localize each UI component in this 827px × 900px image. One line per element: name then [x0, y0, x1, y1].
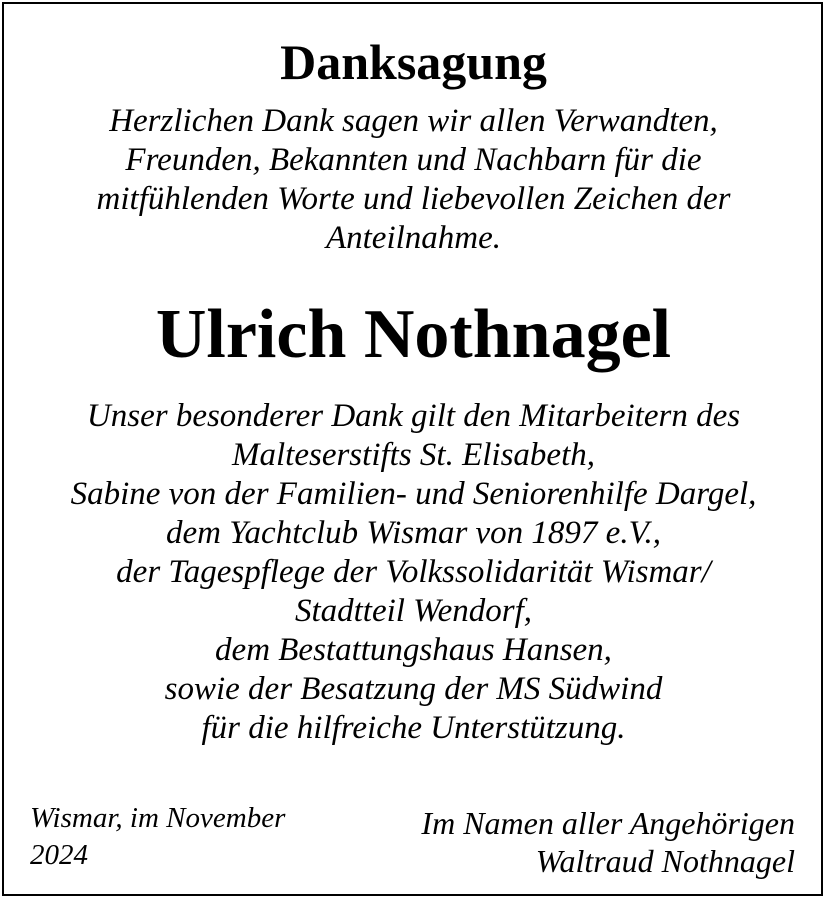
thanks-line: für die hilfreiche Unterstützung.	[201, 710, 626, 746]
signature-line: Im Namen aller Angehörigen	[421, 805, 795, 841]
intro-line: Freunden, Bekannten und Nachbarn für die	[125, 142, 702, 178]
notice-heading: Danksagung	[280, 34, 547, 90]
thanks-line: Stadtteil Wendorf,	[294, 593, 533, 629]
intro-line: mitfühlenden Worte und liebevollen Zeichen der	[96, 181, 731, 217]
intro-line: Herzlichen Dank sagen wir allen Verwandten,	[109, 103, 718, 139]
thanks-line: dem Yachtclub Wismar von 1897 e.V.,	[166, 515, 661, 551]
place-and-date	[30, 800, 285, 874]
place-date-line: Wismar, im November	[30, 802, 286, 834]
thanks-line: Unser besonderer Dank gilt den Mitarbeitern des	[86, 398, 741, 434]
thanks-line: der Tagespflege der Volkssolidarität Wismar/	[116, 554, 711, 590]
thanks-line: Sabine von der Familien- und Seniorenhilfe Dargel,	[70, 476, 757, 512]
intro-text	[0, 102, 827, 258]
place-date-line: 2024	[30, 839, 88, 871]
intro-line: Anteilnahme.	[325, 220, 502, 256]
signature-line: Waltraud Nothnagel	[535, 843, 795, 879]
special-thanks-text	[0, 397, 827, 748]
thanks-line: Malteserstifts St. Elisabeth,	[232, 437, 595, 473]
thanks-line: sowie der Besatzung der MS Südwind	[164, 671, 663, 707]
signature-block	[421, 804, 795, 880]
thanks-line: dem Bestattungshaus Hansen,	[215, 632, 612, 668]
deceased-name: Ulrich Nothnagel	[155, 296, 672, 373]
